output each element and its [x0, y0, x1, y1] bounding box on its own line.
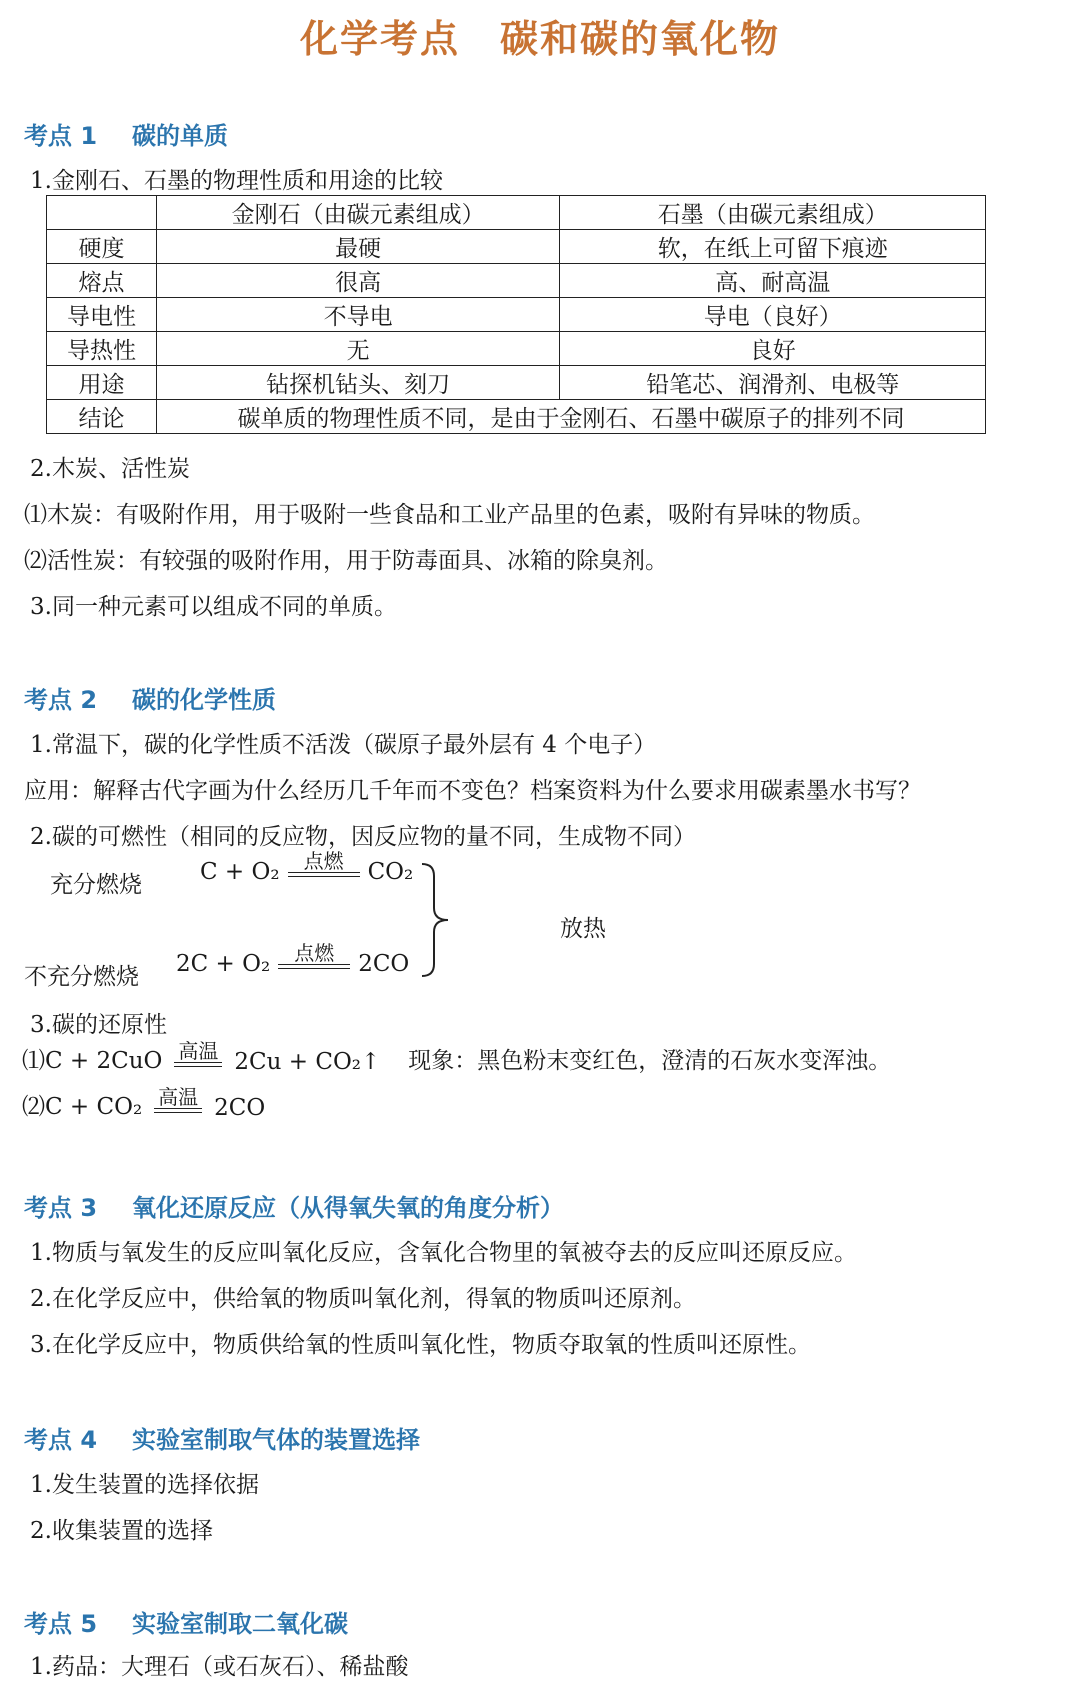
table-cell: 无 [156, 332, 560, 366]
table-row [47, 332, 986, 366]
s1-item2b: ⑵活性炭：有较强的吸附作用，用于防毒面具、冰箱的除臭剂。 [24, 548, 668, 574]
s1-item1: 1.金刚石、石墨的物理性质和用途的比较 [30, 168, 443, 194]
section-name: 实验室制取二氧化碳 [132, 1610, 348, 1638]
section-name: 氧化还原反应（从得氧失氧的角度分析） [132, 1194, 564, 1222]
equation-lhs: ⑴C + 2CuO [22, 1048, 163, 1074]
reaction-condition [276, 942, 352, 979]
equation-lhs: ⑵C + CO₂ [22, 1094, 143, 1120]
table-cell: 用途 [47, 366, 157, 400]
equals-bar [288, 872, 360, 877]
table-cell: 结论 [47, 400, 157, 434]
full-combustion-equation [200, 850, 413, 887]
s5-item1: 1.药品：大理石（或石灰石）、稀盐酸 [30, 1654, 409, 1680]
brace-icon [418, 862, 458, 978]
reduction-equation-1 [22, 1040, 891, 1077]
s4-item2: 2.收集装置的选择 [30, 1518, 213, 1544]
section-heading-2 [24, 680, 276, 715]
equation-rhs: 2CO [214, 1095, 266, 1121]
table-header-row [47, 196, 986, 230]
equals-bar [278, 964, 350, 969]
s1-item2: 2.木炭、活性炭 [30, 456, 190, 482]
s3-item3: 3.在化学反应中，物质供给氧的性质叫氧化性，物质夺取氧的性质叫还原性。 [30, 1332, 811, 1358]
table-header-cell [47, 196, 157, 230]
condition-text: 高温 [158, 1085, 199, 1109]
reaction-condition [286, 850, 362, 887]
section-name: 碳的单质 [132, 122, 228, 150]
reaction-condition [168, 1040, 228, 1077]
condition-text: 点燃 [303, 849, 344, 873]
table-cell: 最硬 [156, 230, 560, 264]
section-number: 考点 4 [24, 1426, 98, 1454]
partial-combustion-equation [176, 942, 409, 979]
s2-item1: 1.常温下，碳的化学性质不活泼（碳原子最外层有 4 个电子） [30, 732, 657, 758]
s2-application: 应用：解释古代字画为什么经历几千年而不变色？档案资料为什么要求用碳素墨水书写？ [24, 778, 921, 804]
table-cell: 导电性 [47, 298, 157, 332]
equation-rhs: CO₂ [367, 859, 414, 885]
table-row [47, 298, 986, 332]
table-cell: 导电（良好） [560, 298, 986, 332]
table-header-cell: 金刚石（由碳元素组成） [156, 196, 560, 230]
table-cell: 良好 [560, 332, 986, 366]
partial-combustion-label: 不充分燃烧 [24, 964, 139, 990]
section-heading-5 [24, 1604, 348, 1639]
table-cell: 硬度 [47, 230, 157, 264]
table-cell: 熔点 [47, 264, 157, 298]
section-name: 碳的化学性质 [132, 686, 276, 714]
table-header-cell: 石墨（由碳元素组成） [560, 196, 986, 230]
condition-text: 高温 [178, 1039, 219, 1063]
condition-text: 点燃 [294, 941, 335, 965]
equation-lhs: C + O₂ [200, 859, 280, 885]
table-row [47, 264, 986, 298]
s3-item2: 2.在化学反应中，供给氧的物质叫氧化剂，得氧的物质叫还原剂。 [30, 1286, 696, 1312]
section-heading-3 [24, 1188, 564, 1223]
section-name: 实验室制取气体的装置选择 [132, 1426, 420, 1454]
equals-bar [154, 1108, 202, 1113]
section-heading-4 [24, 1420, 420, 1455]
s1-item3: 3.同一种元素可以组成不同的单质。 [30, 594, 397, 620]
table-cell: 铅笔芯、润滑剂、电极等 [560, 366, 986, 400]
section-number: 考点 2 [24, 686, 98, 714]
title-part1: 化学考点 [299, 17, 460, 61]
phenomenon-text: 现象：黑色粉末变红色，澄清的石灰水变浑浊。 [408, 1048, 892, 1074]
section-number: 考点 1 [24, 122, 98, 150]
section-number: 考点 5 [24, 1610, 98, 1638]
s2-item2: 2.碳的可燃性（相同的反应物，因反应物的量不同，生成物不同） [30, 824, 696, 850]
table-cell: 很高 [156, 264, 560, 298]
title-part2: 碳和碳的氧化物 [500, 17, 781, 61]
s3-item1: 1.物质与氧发生的反应叫氧化反应，含氧化合物里的氧被夺去的反应叫还原反应。 [30, 1240, 857, 1266]
table-cell: 不导电 [156, 298, 560, 332]
table-row [47, 230, 986, 264]
section-heading-1 [24, 116, 228, 151]
page-title [0, 8, 1080, 63]
section-number: 考点 3 [24, 1194, 98, 1222]
comparison-table [46, 195, 986, 434]
table-row [47, 366, 986, 400]
table-row-conclusion [47, 400, 986, 434]
heat-release-label: 放热 [560, 916, 606, 942]
s4-item1: 1.发生装置的选择依据 [30, 1472, 259, 1498]
table-cell-conclusion: 碳单质的物理性质不同，是由于金刚石、石墨中碳原子的排列不同 [156, 400, 985, 434]
equation-rhs: 2Cu + CO₂↑ [234, 1049, 381, 1075]
table-cell: 导热性 [47, 332, 157, 366]
s1-item2a: ⑴木炭：有吸附作用，用于吸附一些食品和工业产品里的色素，吸附有异味的物质。 [24, 502, 875, 528]
reaction-condition [148, 1086, 208, 1123]
equation-rhs: 2CO [358, 951, 410, 977]
full-combustion-label: 充分燃烧 [50, 872, 142, 898]
table-cell: 钻探机钻头、刻刀 [156, 366, 560, 400]
table-cell: 软，在纸上可留下痕迹 [560, 230, 986, 264]
s2-item3: 3.碳的还原性 [30, 1012, 167, 1038]
equation-lhs: 2C + O₂ [176, 951, 271, 977]
table-cell: 高、耐高温 [560, 264, 986, 298]
reduction-equation-2 [22, 1086, 265, 1123]
equals-bar [174, 1062, 222, 1067]
